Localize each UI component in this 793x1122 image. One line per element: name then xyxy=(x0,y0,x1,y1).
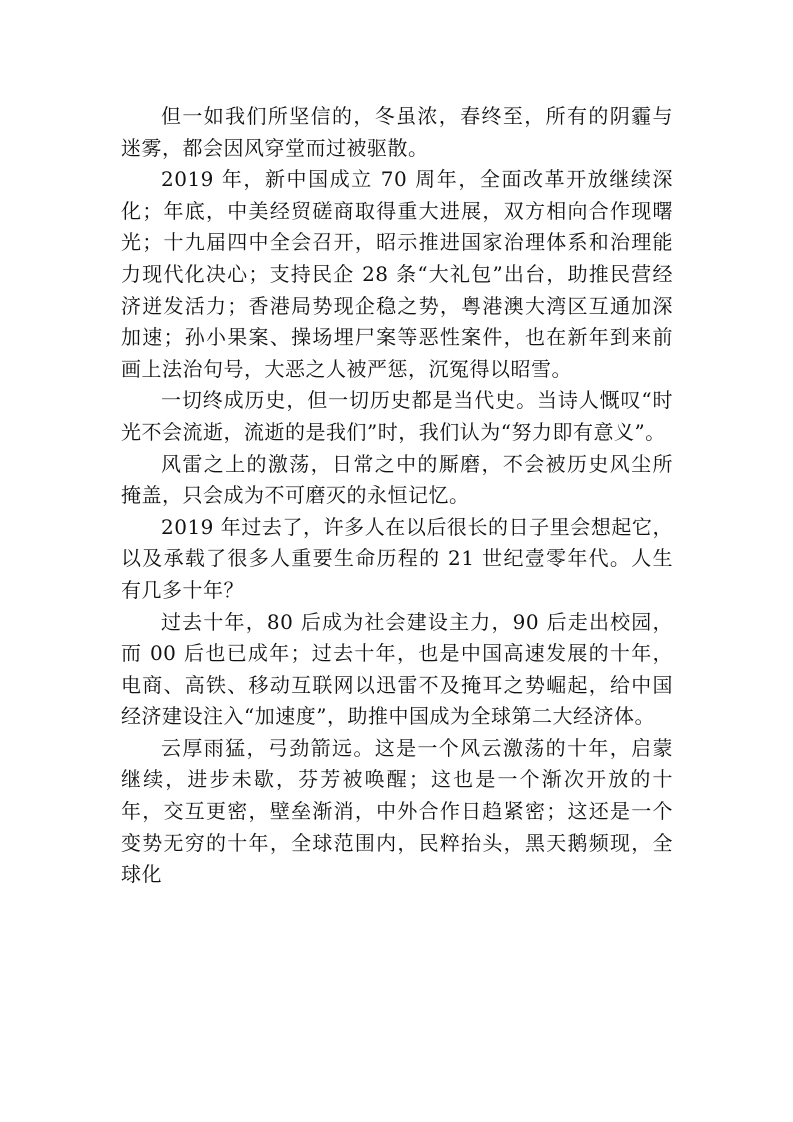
article-body xyxy=(121,101,673,891)
paragraph-4: 风雷之上的激荡，日常之中的厮磨，不会被历史风尘所掩盖，只会成为不可磨灭的永恒记忆。 xyxy=(121,451,673,508)
paragraph-6: 过去十年，80 后成为社会建设主力，90 后走出校园，而 00 后也已成年；过去十年，也是中国高速发展的十年，电商、高铁、移动互联网以迅雷不及掩耳之势崛起，给中国经济建设注入“加速度”，助推中国成为全球第二大经济体。 xyxy=(121,609,673,729)
paragraph-2: 2019 年，新中国成立 70 周年，全面改革开放继续深化；年底，中美经贸磋商取得重大进展，双方相向合作现曙光；十九届四中全会召开，昭示推进国家治理体系和治理能力现代化决心；支持民企 28 条“大礼包”出台，助推民营经济迸发活力；香港局势现企稳之势，粤港澳大湾区互通加深加速；孙小果案、操场埋尸案等恶性案件，也在新年到来前画上法治句号，大恶之人被严惩，沉冤得以昭雪。 xyxy=(121,167,673,381)
paragraph-5: 2019 年过去了，许多人在以后很长的日子里会想起它，以及承载了很多人重要生命历程的 21 世纪壹零年代。人生有几多十年？ xyxy=(121,514,673,602)
paragraph-1: 但一如我们所坚信的，冬虽浓，春终至，所有的阴霾与迷雾，都会因风穿堂而过被驱散。 xyxy=(121,104,673,160)
paragraph-3: 一切终成历史，但一切历史都是当代史。当诗人慨叹“时光不会流逝，流逝的是我们”时，我们认为“努力即有意义”。 xyxy=(121,388,673,444)
paragraph-7: 云厚雨猛，弓劲箭远。这是一个风云激荡的十年，启蒙继续，进步未歇，芬芳被唤醒；这也是一个渐次开放的十年，交互更密，壁垒渐消，中外合作日趋紧密；这还是一个变势无穷的十年，全球范围内，民粹抬头，黑天鹅频现，全球化 xyxy=(121,735,673,887)
